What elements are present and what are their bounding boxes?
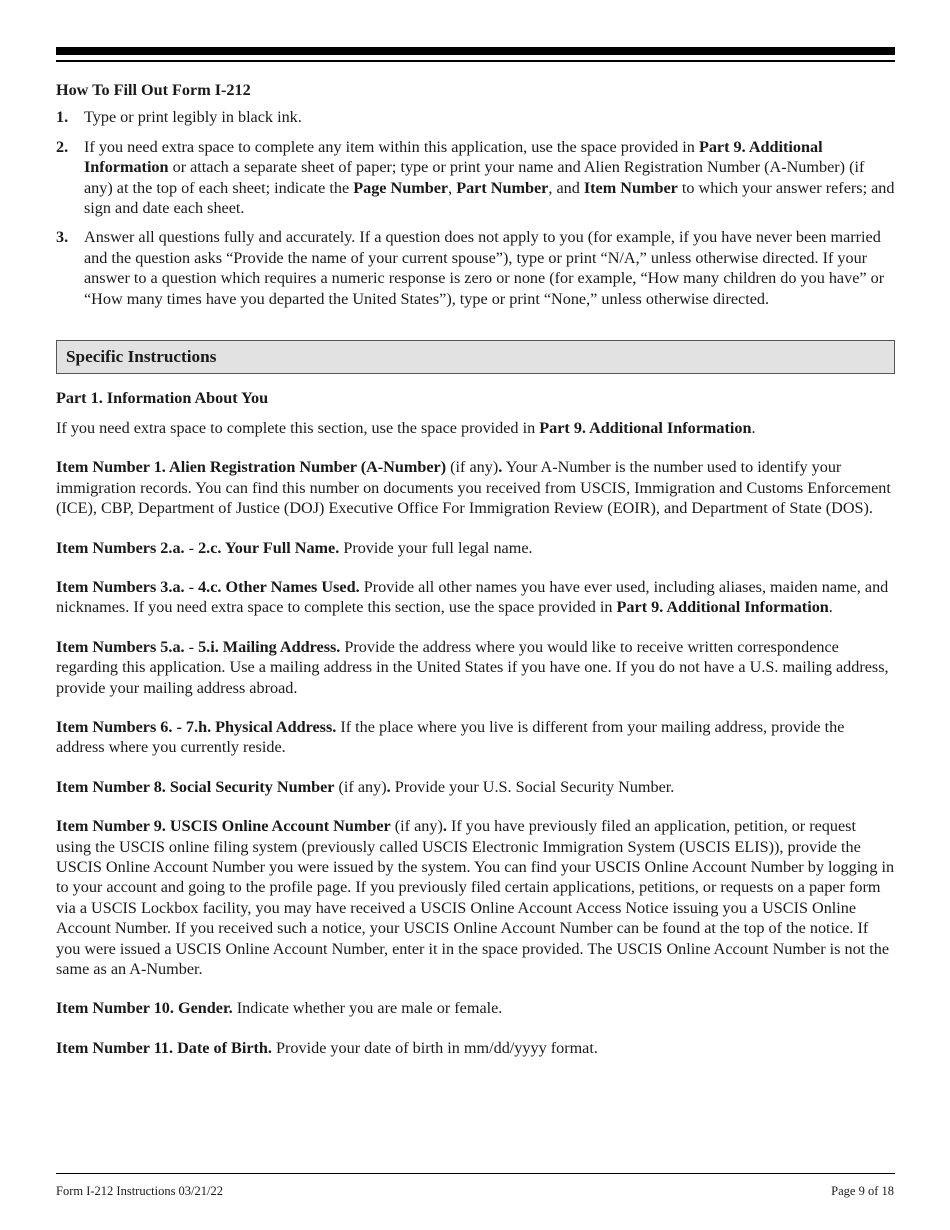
bold-text: 4.c. Other Names Used. [198,577,360,596]
bold-text: Part 9. Additional Information [616,598,829,617]
page-content [56,80,895,1077]
text-run: , and [548,178,584,197]
text-run: (if any) [334,777,387,796]
text-run: If you need extra space to complete any item within this application, use the space provided in [84,137,699,156]
step-text [84,107,895,127]
text-run: If you need extra space to complete this section, use the space provided in [56,418,540,437]
bold-text: Item Numbers 2.a. [56,538,185,557]
bold-text: Page Number [353,178,449,197]
text-run: . [828,598,833,617]
footer-rule [56,1173,895,1174]
paragraph [56,717,895,758]
step-number: 3. [56,228,69,247]
step-number: 1. [56,108,69,127]
paragraph [56,577,895,618]
paragraph [56,998,895,1018]
bold-text: Item Number [583,178,678,197]
paragraph [56,637,895,698]
text-run: Provide your U.S. Social Security Number. [390,777,675,796]
bold-text: Part 9. Additional Information [84,137,823,177]
text-run: , [448,178,457,197]
bold-text: 2.c. Your Full Name. [198,538,340,557]
text-run: Provide your full legal name. [339,538,533,557]
step-text [84,137,895,219]
text-run: (if any) [446,458,499,477]
text-run: If the place where you live is different from your mailing address, provide the address where you currently reside. [56,717,845,757]
bold-text: 5.i. Mailing Address. [198,637,341,656]
instruction-steps [56,107,895,309]
section-heading: How To Fill Out Form I-212 [56,81,251,99]
step-item [56,107,895,127]
text-run: Provide the address where you would like to receive written correspondence regarding this application. Use a mailing address in the United States if you have one. If you do not have a U.S. mailing address, provide your mailing address abroad. [56,637,889,697]
bold-text: Part 9. Additional Information [539,418,752,437]
paragraph [56,538,895,558]
text-run: Your A-Number is the number used to identify your immigration records. You can find this number on documents you received from USCIS, Immigration and Customs Enforcement (ICE), CBP, Department of Justice (DOJ) Executive Office For Immigration Review (EOIR), and Department of State (DOS). [56,458,891,518]
text-run: Indicate whether you are male or female. [232,999,503,1018]
bold-text: . [386,777,391,796]
bold-text: Item Number 9. USCIS Online Account Number [56,817,391,836]
bold-text: Item Number 8. Social Security Number [56,777,335,796]
bold-text: Item Number 10. Gender. [56,999,233,1018]
bold-text: Item Numbers 5.a. [56,637,185,656]
text-run: (if any) [390,817,443,836]
step-number: 2. [56,137,69,156]
text-run: Provide your date of birth in mm/dd/yyyy format. [271,1038,598,1057]
footer-page-number: Page 9 of 18 [831,1184,894,1198]
text-run: Provide all other names you have ever used, including aliases, maiden name, and nicknames. If you need extra space to complete this section, use the space provided in [56,577,889,617]
text-run: Answer all questions fully and accurately. If a question does not apply to you (for example, if you have never been married and the question asks “Provide the name of your current spouse”), type or print “N/A,” unless otherwise directed. If your answer to a question which requires a numeric response is zero or none (for example, “How many children do you have” or “How many times have you departed the United States”), type or print “None,” unless otherwise directed. [84,228,885,308]
step-text [84,227,895,309]
text-run: Type or print legibly in black ink. [84,108,302,127]
paragraph [56,1038,895,1058]
text-run: to which your answer refers; and sign and date each sheet. [84,178,895,218]
text-run: - [184,637,199,656]
bold-text: . [498,458,503,477]
bold-text: Item Numbers 6. - 7.h. Physical Address. [56,717,337,736]
text-run: . [751,418,756,437]
paragraph [56,777,895,797]
bold-text: . [442,817,447,836]
paragraph [56,816,895,979]
header-rule-thin [56,60,895,62]
text-run: - [184,538,199,557]
paragraph [56,418,895,438]
bold-text: Item Number 11. Date of Birth. [56,1038,272,1057]
header-rule-thick [56,47,895,55]
paragraph [56,457,895,518]
text-run: or attach a separate sheet of paper; type or print your name and Alien Registration Number (A-Number) (if any) at the top of each sheet; indicate the [84,158,865,197]
bold-text: Item Numbers 3.a. [56,577,185,596]
step-item [56,227,895,309]
text-run: - [184,577,199,596]
text-run: If you have previously filed an application, petition, or request using the USCIS online filing system (previously called USCIS Electronic Immigration System (USCIS ELIS)), provide the USCIS Online Account Number you were issued by the system. You can find your USCIS Online Account Number by logging in to your account and going to the profile page. If you previously filed certain applications, petitions, or requests on a paper form via a USCIS Lockbox facility, you may have received a USCIS Online Account Access Notice issuing you a USCIS Online Account Number. If you received such a notice, your USCIS Online Account Number can be found at the top of the notice. If you were issued a USCIS Online Account Number, enter it in the space provided. The USCIS Online Account Number is not the same as an A-Number. [56,817,895,978]
specific-instructions-banner: Specific Instructions [56,340,895,374]
bold-text: Item Number 1. Alien Registration Number (A-Number) [56,458,447,477]
part-heading: Part 1. Information About You [56,389,269,408]
bold-text: Part Number [456,178,549,197]
step-item [56,137,895,219]
footer-form-id: Form I-212 Instructions 03/21/22 [56,1184,224,1198]
